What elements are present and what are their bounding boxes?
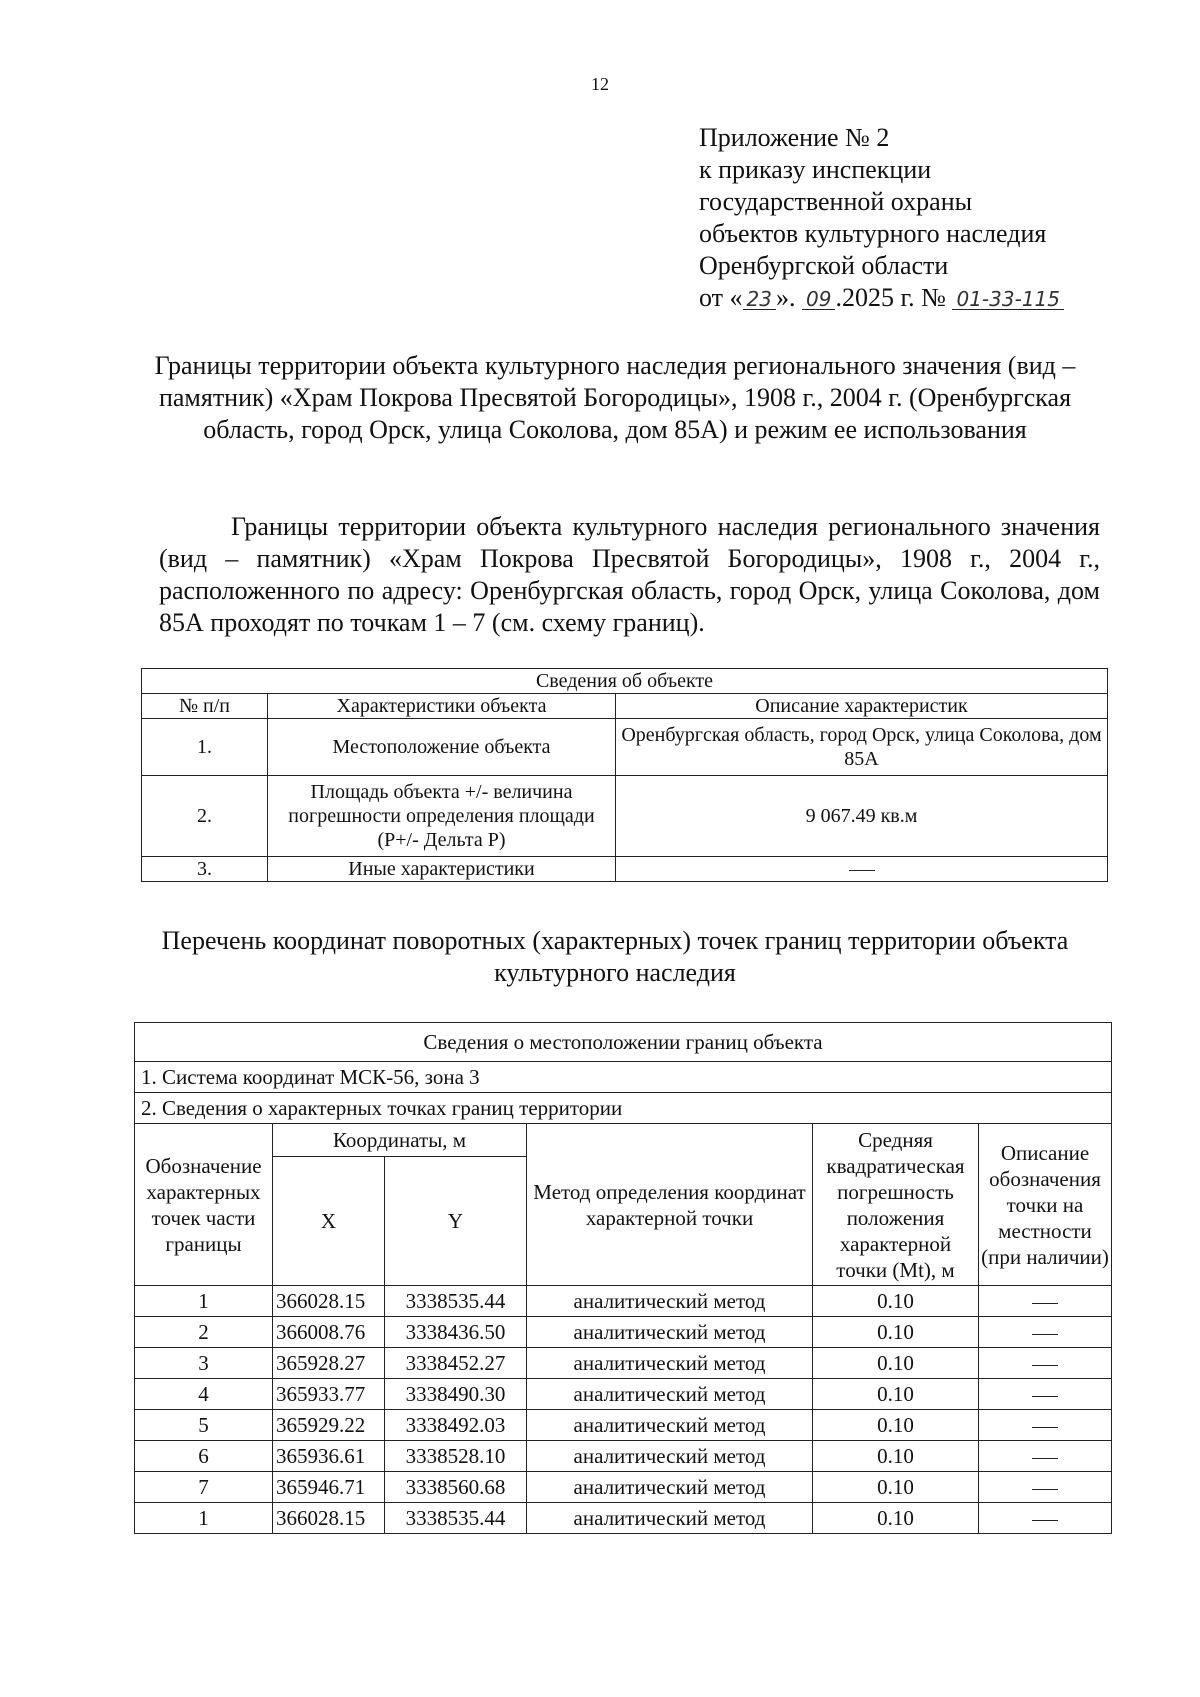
method: аналитический метод	[527, 1286, 813, 1317]
point-number: 5	[135, 1410, 273, 1441]
table-row	[135, 1286, 1112, 1317]
table-row	[142, 776, 1108, 857]
appendix-block	[699, 122, 1064, 314]
characteristic-name: Местоположение объекта	[268, 719, 616, 776]
error-value: 0.10	[813, 1472, 979, 1503]
empty-value-dash	[1032, 1489, 1058, 1490]
empty-value-dash	[1032, 1396, 1058, 1397]
error-value: 0.10	[813, 1317, 979, 1348]
column-header: Характеристики объекта	[268, 694, 616, 719]
points-heading: 2. Сведения о характерных точках границ территории	[135, 1093, 1112, 1124]
error-value: 0.10	[813, 1503, 979, 1534]
table-row	[135, 1503, 1112, 1534]
coordinate-y: 3338490.30	[385, 1379, 527, 1410]
empty-value-dash	[1032, 1458, 1058, 1459]
method: аналитический метод	[527, 1379, 813, 1410]
characteristic-value: 9 067.49 кв.м	[616, 776, 1108, 857]
column-header-point: Обозначение характерных точек части границы	[135, 1124, 273, 1286]
coordinates-list-title: Перечень координат поворотных (характерных) точек границ территории объекта культурного наследия	[161, 926, 1069, 987]
coordinate-x: 365946.71	[273, 1472, 385, 1503]
appendix-line: Оренбургской области	[699, 251, 949, 280]
column-header-y: Y	[385, 1157, 527, 1286]
description-cell	[979, 1286, 1112, 1317]
column-header-description: Описание обозначения точки на местности (при наличии)	[979, 1124, 1112, 1286]
table-row	[135, 1410, 1112, 1441]
column-header-coordinates: Координаты, м	[273, 1124, 527, 1157]
method: аналитический метод	[527, 1317, 813, 1348]
handwritten-month: 09	[802, 289, 835, 310]
characteristic-value: Оренбургская область, город Орск, улица Соколова, дом 85А	[616, 719, 1108, 776]
appendix-line: государственной охраны	[699, 187, 973, 216]
appendix-line: объектов культурного наследия	[699, 219, 1047, 248]
row-number: 1.	[142, 719, 268, 776]
order-date-line	[699, 282, 1064, 314]
method: аналитический метод	[527, 1348, 813, 1379]
characteristic-name: Площадь объекта +/- величина погрешности определения площади (Р+/- Дельта Р)	[268, 776, 616, 857]
point-number: 1	[135, 1503, 273, 1534]
point-number: 2	[135, 1317, 273, 1348]
coordinate-x: 365933.77	[273, 1379, 385, 1410]
column-header: Описание характеристик	[616, 694, 1108, 719]
coordinate-x: 365928.27	[273, 1348, 385, 1379]
date-separator: ».	[775, 283, 796, 312]
column-header-error: Средняя квадратическая погрешность положения характерной точки (Mt), м	[813, 1124, 979, 1286]
method: аналитический метод	[527, 1472, 813, 1503]
point-number: 1	[135, 1286, 273, 1317]
point-number: 6	[135, 1441, 273, 1472]
empty-value-dash	[1032, 1520, 1058, 1521]
handwritten-day: 23	[743, 289, 776, 310]
empty-value-dash	[849, 870, 875, 871]
object-info-table	[141, 668, 1108, 882]
object-info-heading: Сведения об объекте	[142, 669, 1108, 694]
intro-paragraph: Границы территории объекта культурного наследия регионального значения (вид – памятник) «Храм Покрова Пресвятой Богородицы», 1908 г., 2004 г., расположенного по адресу: Оренбургская область, город Орск, улица Соколова, дом 85А проходят по точкам 1 – 7 (см. схему границ).	[159, 512, 1100, 637]
description-cell	[979, 1410, 1112, 1441]
description-cell	[979, 1317, 1112, 1348]
row-number: 2.	[142, 776, 268, 857]
error-value: 0.10	[813, 1379, 979, 1410]
error-value: 0.10	[813, 1348, 979, 1379]
method: аналитический метод	[527, 1441, 813, 1472]
table-row	[142, 719, 1108, 776]
column-header-method: Метод определения координат характерной точки	[527, 1124, 813, 1286]
description-cell	[979, 1472, 1112, 1503]
empty-value-dash	[1032, 1303, 1058, 1304]
coordinates-heading: Сведения о местоположении границ объекта	[135, 1023, 1112, 1062]
coordinate-y: 3338436.50	[385, 1317, 527, 1348]
coordinate-x: 366028.15	[273, 1286, 385, 1317]
table-row	[135, 1472, 1112, 1503]
date-year: .2025 г. №	[835, 283, 946, 312]
page-number: 12	[591, 74, 609, 94]
table-row	[135, 1317, 1112, 1348]
method: аналитический метод	[527, 1503, 813, 1534]
appendix-line: к приказу инспекции	[699, 155, 932, 184]
row-number: 3.	[142, 857, 268, 882]
table-row	[135, 1379, 1112, 1410]
document-title: Границы территории объекта культурного наследия регионального значения (вид – памятник) «Храм Покрова Пресвятой Богородицы», 1908 г., 2004 г. (Оренбургская область, город Орск, улица Соколова, дом 85А) и режим ее использования	[154, 351, 1076, 444]
characteristic-value	[616, 857, 1108, 882]
coordinate-x: 365936.61	[273, 1441, 385, 1472]
error-value: 0.10	[813, 1286, 979, 1317]
date-prefix: от «	[699, 283, 743, 312]
coordinate-system: 1. Система координат МСК-56, зона 3	[135, 1062, 1112, 1093]
description-cell	[979, 1379, 1112, 1410]
coordinate-y: 3338528.10	[385, 1441, 527, 1472]
coordinate-y: 3338560.68	[385, 1472, 527, 1503]
coordinate-y: 3338452.27	[385, 1348, 527, 1379]
handwritten-order-number: 01-33-115	[952, 289, 1064, 310]
characteristic-name: Иные характеристики	[268, 857, 616, 882]
empty-value-dash	[1032, 1334, 1058, 1335]
coordinate-x: 366008.76	[273, 1317, 385, 1348]
error-value: 0.10	[813, 1441, 979, 1472]
coordinate-x: 366028.15	[273, 1503, 385, 1534]
table-row	[135, 1348, 1112, 1379]
coordinate-x: 365929.22	[273, 1410, 385, 1441]
coordinates-table	[134, 1022, 1112, 1534]
description-cell	[979, 1441, 1112, 1472]
coordinate-y: 3338535.44	[385, 1286, 527, 1317]
method: аналитический метод	[527, 1410, 813, 1441]
table-row	[135, 1441, 1112, 1472]
coordinate-y: 3338535.44	[385, 1503, 527, 1534]
empty-value-dash	[1032, 1365, 1058, 1366]
coordinate-y: 3338492.03	[385, 1410, 527, 1441]
error-value: 0.10	[813, 1410, 979, 1441]
description-cell	[979, 1503, 1112, 1534]
appendix-line: Приложение № 2	[699, 123, 890, 152]
column-header: № п/п	[142, 694, 268, 719]
empty-value-dash	[1032, 1427, 1058, 1428]
column-header-x: X	[273, 1157, 385, 1286]
table-row	[142, 857, 1108, 882]
description-cell	[979, 1348, 1112, 1379]
point-number: 7	[135, 1472, 273, 1503]
point-number: 3	[135, 1348, 273, 1379]
point-number: 4	[135, 1379, 273, 1410]
